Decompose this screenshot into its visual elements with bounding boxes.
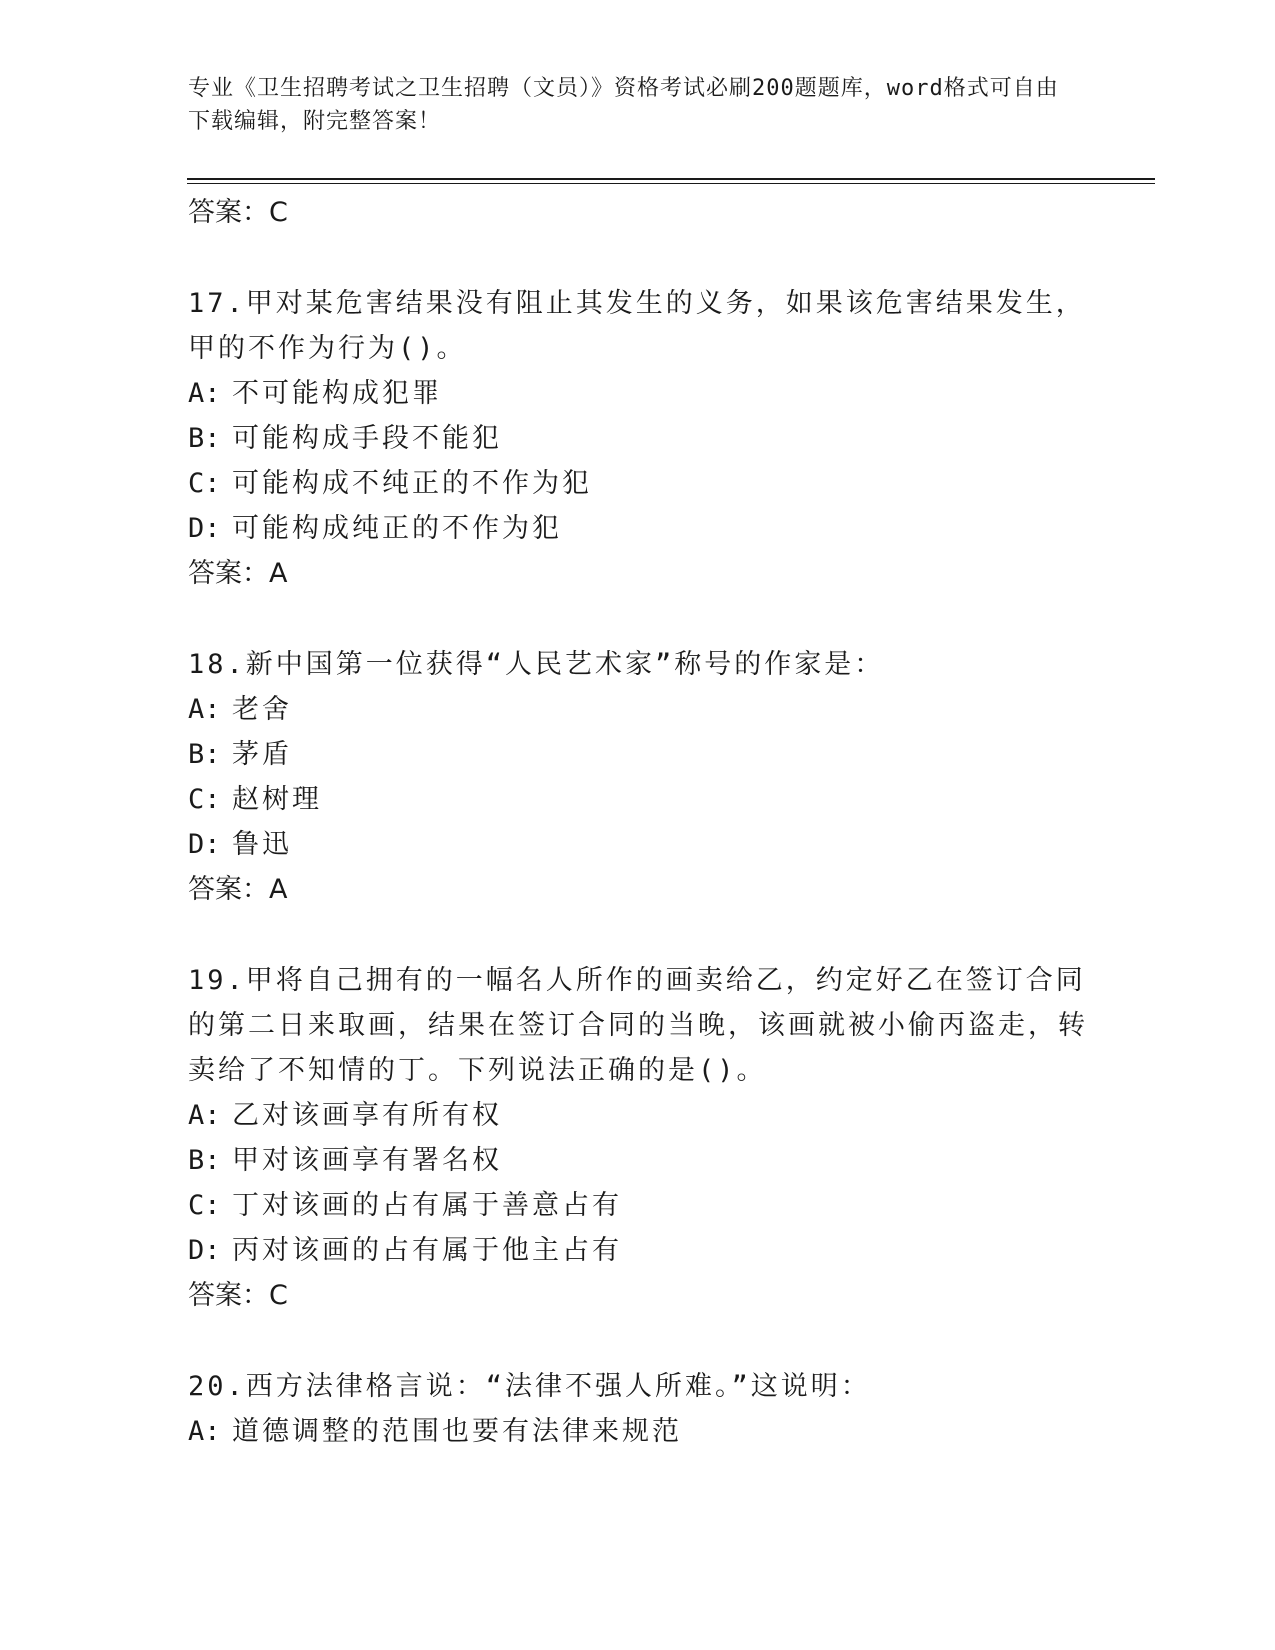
answer-line: 答案：A: [188, 874, 288, 905]
option-text: 乙对该画享有所有权: [232, 1100, 502, 1131]
document-header: 专业《卫生招聘考试之卫生招聘（文员）》资格考试必刷200题题库，word格式可自由下载编辑，附完整答案！: [188, 76, 1059, 134]
question-item: [188, 958, 1088, 1318]
option-text: 可能构成不纯正的不作为犯: [232, 468, 592, 499]
option-a: [188, 371, 1088, 416]
option-c: [188, 777, 1088, 822]
option-text: 不可能构成犯罪: [232, 378, 442, 409]
option-text: 甲对该画享有署名权: [232, 1145, 502, 1176]
option-letter: A:: [188, 1416, 221, 1447]
answer-line: 答案：C: [188, 1280, 288, 1311]
option-text: 道德调整的范围也要有法律来规范: [232, 1416, 682, 1447]
option-d: [188, 822, 1088, 867]
header-divider-thick: [187, 178, 1155, 180]
option-letter: B:: [188, 423, 221, 454]
option-d: [188, 506, 1088, 551]
answer-line: 答案：A: [188, 558, 288, 589]
option-letter: A:: [188, 1100, 221, 1131]
option-letter: D:: [188, 1235, 221, 1266]
header-divider-thin: [187, 183, 1155, 184]
question-stem: 19.甲将自己拥有的一幅名人所作的画卖给乙，约定好乙在签订合同的第二日来取画，结果在签订合同的当晚，该画就被小偷丙盗走，转卖给了不知情的丁。下列说法正确的是()。: [188, 965, 1088, 1086]
option-letter: C:: [188, 784, 221, 815]
option-letter: A:: [188, 378, 221, 409]
option-text: 赵树理: [232, 784, 322, 815]
question-list: [188, 190, 1088, 1454]
answer-line: 答案：C: [188, 197, 288, 228]
question-stem: 18.新中国第一位获得“人民艺术家”称号的作家是：: [188, 649, 885, 680]
option-a: [188, 687, 1088, 732]
option-letter: D:: [188, 513, 221, 544]
option-b: [188, 416, 1088, 461]
question-item: [188, 281, 1088, 596]
option-d: [188, 1228, 1088, 1273]
option-letter: C:: [188, 468, 221, 499]
option-c: [188, 1183, 1088, 1228]
question-stem: 20.西方法律格言说：“法律不强人所难。”这说明：: [188, 1371, 871, 1402]
option-text: 可能构成纯正的不作为犯: [232, 513, 562, 544]
question-item: [188, 642, 1088, 912]
option-text: 丁对该画的占有属于善意占有: [232, 1190, 622, 1221]
option-letter: B:: [188, 1145, 221, 1176]
option-text: 老舍: [232, 694, 292, 725]
option-a: [188, 1093, 1088, 1138]
question-item: [188, 1364, 1088, 1454]
option-letter: C:: [188, 1190, 221, 1221]
option-text: 茅盾: [232, 739, 292, 770]
option-text: 可能构成手段不能犯: [232, 423, 502, 454]
option-c: [188, 461, 1088, 506]
option-b: [188, 732, 1088, 777]
option-a: [188, 1409, 1088, 1454]
option-letter: A:: [188, 694, 221, 725]
question-stem: 17.甲对某危害结果没有阻止其发生的义务，如果该危害结果发生，甲的不作为行为()。: [188, 288, 1086, 364]
option-letter: D:: [188, 829, 221, 860]
option-text: 丙对该画的占有属于他主占有: [232, 1235, 622, 1266]
option-letter: B:: [188, 739, 221, 770]
option-text: 鲁迅: [232, 829, 292, 860]
option-b: [188, 1138, 1088, 1183]
